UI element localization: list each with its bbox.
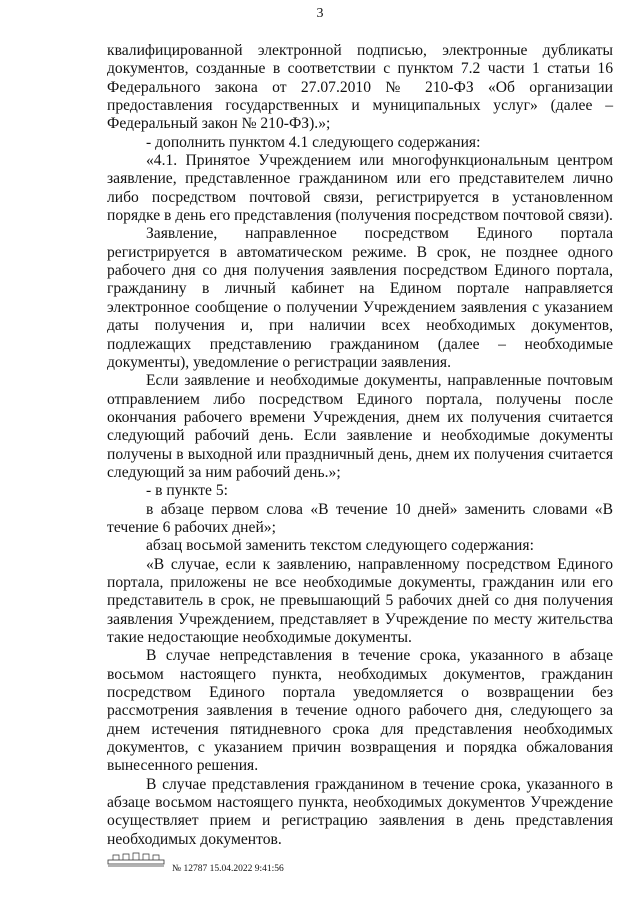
document-body xyxy=(107,42,613,849)
paragraph-first-abzac: в абзаце первом слова «В течение 10 дней» заменить словами «В течение 6 рабочих дней»; xyxy=(107,500,613,536)
paragraph-portal-registration: Заявление, направленное посредством Единого портала регистрируется в автоматическом режиме. В срок, не позднее одного рабочего дня со дня получения заявления посредством Единого портала, гражданину в личный кабинет на Едином портале направляется электронное сообщение о получении Учреждением заявления с указанием даты получения и, при наличии всех необходимых документов, подлежащих представлению гражданином (далее – необходимые документы), уведомление о регистрации заявления. xyxy=(107,225,613,371)
paragraph-after-hours: Если заявление и необходимые документы, направленные почтовым отправлением либо посредством Единого портала, получены после окончания рабочего времени Учреждения, днем их получения считается следующий рабочий день. Если заявление и необходимые документы получены в выходной или праздничный день, днем их получения считается следующий за ним рабочий день.»; xyxy=(107,372,613,481)
page-number: 3 xyxy=(316,6,324,21)
paragraph-continuation: квалифицированной электронной подписью, электронные дубликаты документов, созданные в соответствии с пунктом 7.2 части 1 статьи 16 Федерального закона от 27.07.2010 № 210-ФЗ «Об организации предоставления государственных и муниципальных услуг» (далее – Федеральный закон № 210-ФЗ).»; xyxy=(107,42,613,133)
paragraph-clause-4-1: «4.1. Принятое Учреждением или многофункциональным центром заявление, представленное гражданином или его представителем лично либо посредством почтовой связи, регистрируется в установленном порядке в день его представления (получения посредством почтовой связи). xyxy=(107,152,613,225)
building-stamp-icon xyxy=(107,851,165,867)
paragraph-non-submission: В случае непредставления в течение срока, указанного в абзаце восьмом настоящего пункта, необходимых документов, гражданин посредством Единого портала уведомляется о возвращении без рассмотрения заявления в течение одного рабочего дня, следующего за днем истечения пятидневного срока для представления необходимых документов, с указанием причин возвращения и порядка обжалования вынесенного решения. xyxy=(107,647,613,775)
paragraph-amendment-4-1: - дополнить пунктом 4.1 следующего содержания: xyxy=(146,133,481,151)
paragraph-eighth-abzac: абзац восьмой заменить текстом следующего содержания: xyxy=(146,537,534,555)
document-registration-id: № 12787 15.04.2022 9:41:56 xyxy=(172,864,284,874)
paragraph-submission: В случае представления гражданином в течение срока, указанного в абзаце восьмом настоящего пункта, необходимых документов Учреждение осуществляет прием и регистрацию заявления в день представления необходимых документов. xyxy=(107,775,613,848)
paragraph-missing-docs: «В случае, если к заявлению, направленному посредством Единого портала, приложены не все необходимые документы, гражданин или его представитель в срок, не превышающий 5 рабочих дней со дня получения заявления Учреждением, представляет в Учреждение по месту жительства такие недостающие необходимые документы. xyxy=(107,555,613,646)
paragraph-item-5: - в пункте 5: xyxy=(146,482,228,500)
